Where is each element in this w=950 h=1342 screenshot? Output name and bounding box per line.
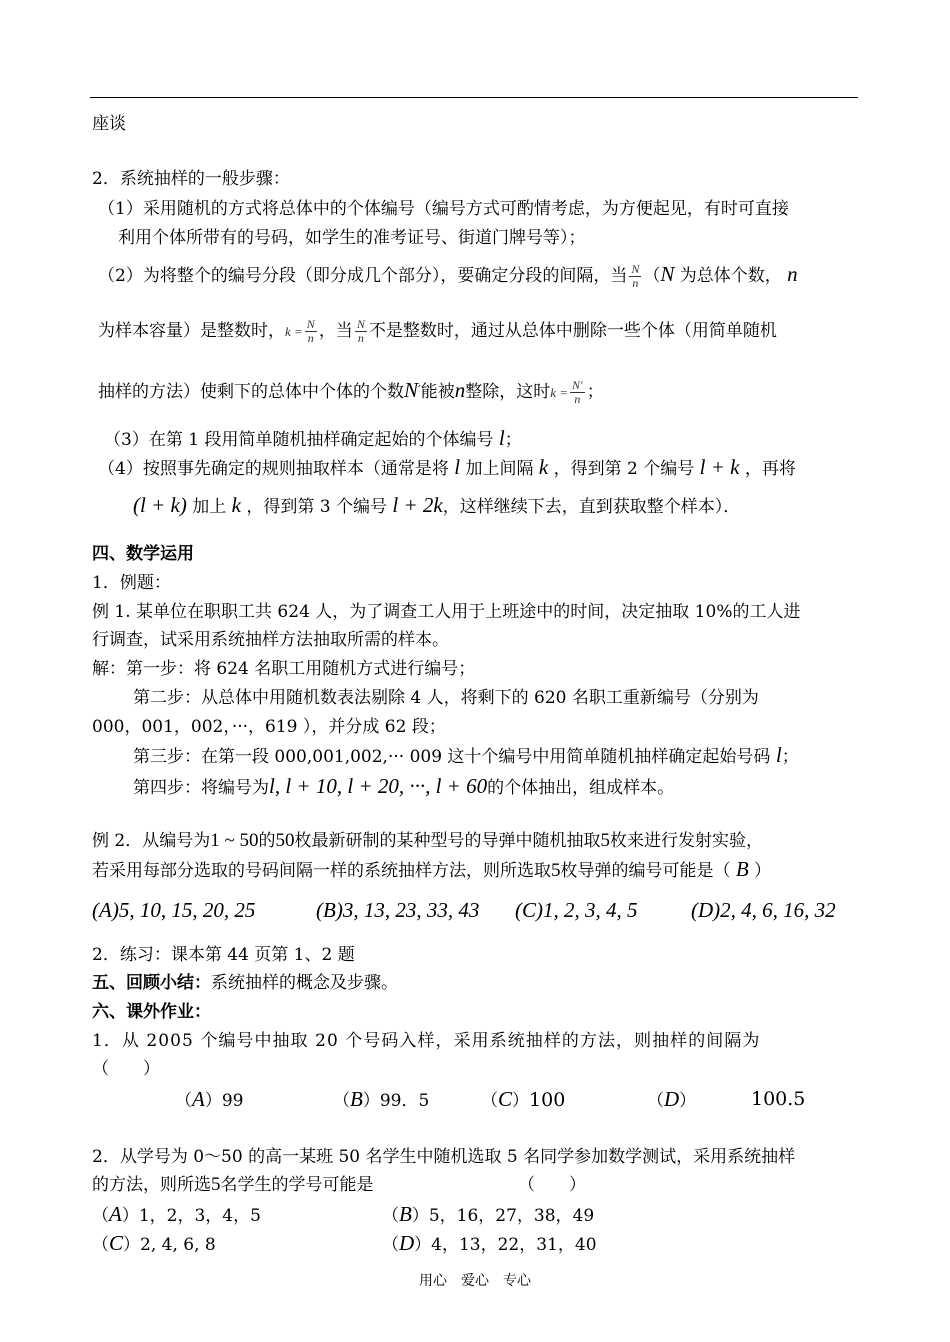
ex2-text-f: 枚导弹的编号可能是（ xyxy=(560,861,731,881)
hw2-option-c: （C）2, 4, 6, 8 xyxy=(92,1231,216,1255)
step1-line1: （1）采用随机的方式将总体中的个体编号（编号方式可酌情考虑，为方便起见，有时可直接 xyxy=(98,199,789,219)
fraction-n-over-n-2: $\frac{N}{n}$ xyxy=(356,317,365,345)
hw1-option-a: （A）99 xyxy=(175,1087,244,1111)
step2-text-b: 为总体个数， xyxy=(679,266,782,286)
step2-text-h: 整除，这时 xyxy=(465,382,551,402)
ex2-option-c: (C)1, 2, 3, 4, 5 xyxy=(515,898,638,922)
hw2-answer-blank: （ ） xyxy=(518,1175,586,1195)
step2-text-e: 不是整数时，通过从总体中删除一些个体（用简单随机 xyxy=(368,321,777,341)
math-k-2: k xyxy=(231,493,241,517)
hw2-math-5: 5 xyxy=(211,1174,221,1195)
fraction-k: $\frac{N}{n}$ xyxy=(306,317,315,345)
hw1-option-b-letter: B xyxy=(350,1087,363,1111)
hw1-option-c: （C）100 xyxy=(481,1087,566,1111)
math-n-2: n xyxy=(454,378,466,402)
hw1-option-a-text: 99 xyxy=(221,1091,244,1111)
header-text: 座谈 xyxy=(92,114,126,134)
hw2-option-a-text: 1，2，3，4，5 xyxy=(138,1206,261,1226)
hw1-option-d-letter: D xyxy=(664,1087,680,1111)
math-50: 50 xyxy=(275,830,295,851)
ex2-text-b: 的 xyxy=(258,831,276,851)
math-5-2: 5 xyxy=(551,860,561,881)
math-l: l xyxy=(498,426,505,450)
fraction-k-prime: $\frac{N'}{n}$ xyxy=(572,378,583,406)
ex2-text-a: 例 2．从编号为 xyxy=(92,831,211,851)
header-rule xyxy=(90,97,858,98)
step4-text-f: ，得到第 3 个编号 xyxy=(246,497,387,517)
section5-title: 五、回顾小结： xyxy=(92,973,211,993)
hw2-option-b-text: 5，16，27，38，49 xyxy=(428,1206,595,1226)
math-l-3: l xyxy=(775,743,782,767)
step2-text-f: 抽样的方法）使剩下的总体中个体的个数 xyxy=(98,382,404,402)
math-l-plus-k: l + k xyxy=(699,455,740,479)
hw2-option-c-letter: C xyxy=(109,1231,124,1255)
math-k: k xyxy=(538,455,549,479)
step1-line2: 利用个体所带有的号码，如学生的准考证号、街道门牌号等）； xyxy=(118,228,586,248)
example2-line2 xyxy=(92,857,771,883)
practice-line: 2．练习：课本第 44 页第 1、2 题 xyxy=(92,945,355,965)
ex2-option-b: (B)3, 13, 23, 33, 43 xyxy=(316,898,480,922)
ex2-option-d: (D)2, 4, 6, 16, 32 xyxy=(691,898,836,922)
solution-step1: 解：第一步：将 624 名职工用随机方式进行编号； xyxy=(92,659,476,679)
step2-line2 xyxy=(98,318,777,345)
section5-text: 系统抽样的概念及步骤。 xyxy=(211,973,398,993)
solution-step3-end: ； xyxy=(781,747,799,767)
hw2-option-d: （D）4，13，22，31，40 xyxy=(382,1231,597,1255)
math-range: 1 ~ 50 xyxy=(210,830,259,851)
hw2-line1: 2．从学号为 0～50 的高一某班 50 名学生中随机选取 5 名同学参加数学测试，采用系统抽样 xyxy=(92,1147,796,1167)
step3-text: （3）在第 1 段用简单随机抽样确定起始的个体编号 xyxy=(104,430,494,450)
step2-text-a: （2）为将整个的编号分段（即分成几个部分），要确定分段的间隔，当 xyxy=(98,266,628,286)
step2-paren: （ xyxy=(643,266,661,286)
ex2-text-d: 枚来进行发射实验， xyxy=(610,831,764,851)
hw2-option-c-text: 2, 4, 6, 8 xyxy=(140,1235,216,1255)
solution-step3-text: 第三步：在第一段 000,001,002,··· 009 这十个编号中用简单随机抽样确定起始号码 xyxy=(133,747,771,767)
solution-step2-line2: 000，001，002，···，619 ），并分成 62 段； xyxy=(92,717,446,737)
hw2-option-b: （B）5，16，27，38，49 xyxy=(382,1202,595,1226)
math-l-plus-2k: l + 2k xyxy=(392,493,443,517)
math-n: n xyxy=(787,262,798,286)
hw1-line1: 1．从 2005 个编号中抽取 20 个号码入样，采用系统抽样的方法，则抽样的间隔为 xyxy=(92,1031,761,1051)
math-k-eq-2: k = xyxy=(550,385,569,400)
hw1-option-c-letter: C xyxy=(498,1087,513,1111)
hw2-option-d-text: 4，13，22，31，40 xyxy=(431,1235,597,1255)
hw1-line2: （ ） xyxy=(92,1059,160,1079)
example2-line1 xyxy=(92,829,763,853)
math-5: 5 xyxy=(600,830,611,851)
step2-text-i: ； xyxy=(586,382,604,402)
ex2-option-a: (A)5, 10, 15, 20, 25 xyxy=(92,898,256,922)
hw2-text-a: 的方法，则所选 xyxy=(92,1175,211,1195)
step4-text-c: ，得到第 2 个编号 xyxy=(553,459,695,479)
ex2-text-c: 枚最新研制的某种型号的导弹中随机抽取 xyxy=(294,831,601,851)
hw1-option-c-text: 100 xyxy=(529,1089,566,1111)
math-paren-l-plus-k: (l + k) xyxy=(133,493,187,517)
math-l-2: l xyxy=(454,455,461,479)
step2-line3: 抽样的方法）使剩下的总体中个体的个数N′能被n整除，这时k = $\frac{N'}{n}$ ； xyxy=(98,378,604,406)
solution-step4-text: 第四步：将编号为 xyxy=(133,778,269,798)
step2-line1 xyxy=(98,262,798,290)
examples-title: 1．例题： xyxy=(92,573,171,593)
hw1-option-d: （D） xyxy=(647,1087,697,1111)
ex2-answer: B xyxy=(735,857,749,881)
steps-title: 2．系统抽样的一般步骤： xyxy=(92,169,290,189)
solution-step4-end: 的个体抽出，组成样本。 xyxy=(487,778,675,798)
math-k-eq: k = xyxy=(285,324,303,339)
step4-text-g: ，这样继续下去，直到获取整个样本）． xyxy=(442,497,741,517)
step2-text-c: 为样本容量）是整数时， xyxy=(98,321,285,341)
hw1-extra-value: 100.5 xyxy=(751,1088,806,1110)
hw2-text-b: 名学生的学号可能是 xyxy=(220,1175,374,1195)
hw2-option-b-letter: B xyxy=(399,1202,412,1226)
math-N-prime: N xyxy=(404,378,419,402)
math-N: N xyxy=(660,262,675,286)
step4-line1 xyxy=(98,455,796,481)
section4-title: 四、数学运用 xyxy=(92,544,194,564)
hw2-option-a: （A）1，2，3，4，5 xyxy=(92,1202,261,1226)
section6-title: 六、课外作业： xyxy=(92,1002,211,1022)
step3-line xyxy=(104,426,522,452)
hw1-option-b: （B）99．5 xyxy=(333,1087,430,1111)
step4-text-a: （4）按照事先确定的规则抽取样本（通常是将 xyxy=(98,459,449,479)
hw2-option-a-letter: A xyxy=(109,1202,122,1226)
solution-step3 xyxy=(133,743,799,769)
fraction-n-over-n: $\frac{N}{n}$ xyxy=(631,262,640,290)
step4-text-b: 加上间隔 xyxy=(465,459,534,479)
example1-line2: 行调查，试采用系统抽样方法抽取所需的样本。 xyxy=(92,630,449,650)
step4-line2 xyxy=(133,493,740,519)
step4-text-d: ，再将 xyxy=(744,459,796,479)
hw1-option-b-text: 99．5 xyxy=(379,1091,430,1111)
step2-text-d: ，当 xyxy=(318,321,353,341)
page-footer: 用心 爱心 专心 xyxy=(419,1273,531,1289)
ex2-text-g: ） xyxy=(754,861,772,881)
example1-line1: 例 1. 某单位在职职工共 624 人，为了调查工人用于上班途中的时间，决定抽取 10%的工人进 xyxy=(92,602,801,622)
hw2-option-d-letter: D xyxy=(399,1231,415,1255)
hw1-option-a-letter: A xyxy=(192,1087,205,1111)
hw2-line2 xyxy=(92,1173,374,1197)
ex2-text-e: 若采用每部分选取的号码间隔一样的系统抽样方法，则所选取 xyxy=(92,861,551,881)
solution-step2-line1: 第二步：从总体中用随机数表法剔除 4 人，将剩下的 620 名职工重新编号（分别为 xyxy=(133,688,759,708)
step3-end: ； xyxy=(504,430,522,450)
math-sequence: l, l + 10, l + 20, ···, l + 60 xyxy=(269,774,488,798)
section5-line xyxy=(92,971,398,995)
step4-text-e: 加上 xyxy=(192,497,227,517)
solution-step4 xyxy=(133,774,674,800)
step2-text-g: 能被 xyxy=(420,382,455,402)
